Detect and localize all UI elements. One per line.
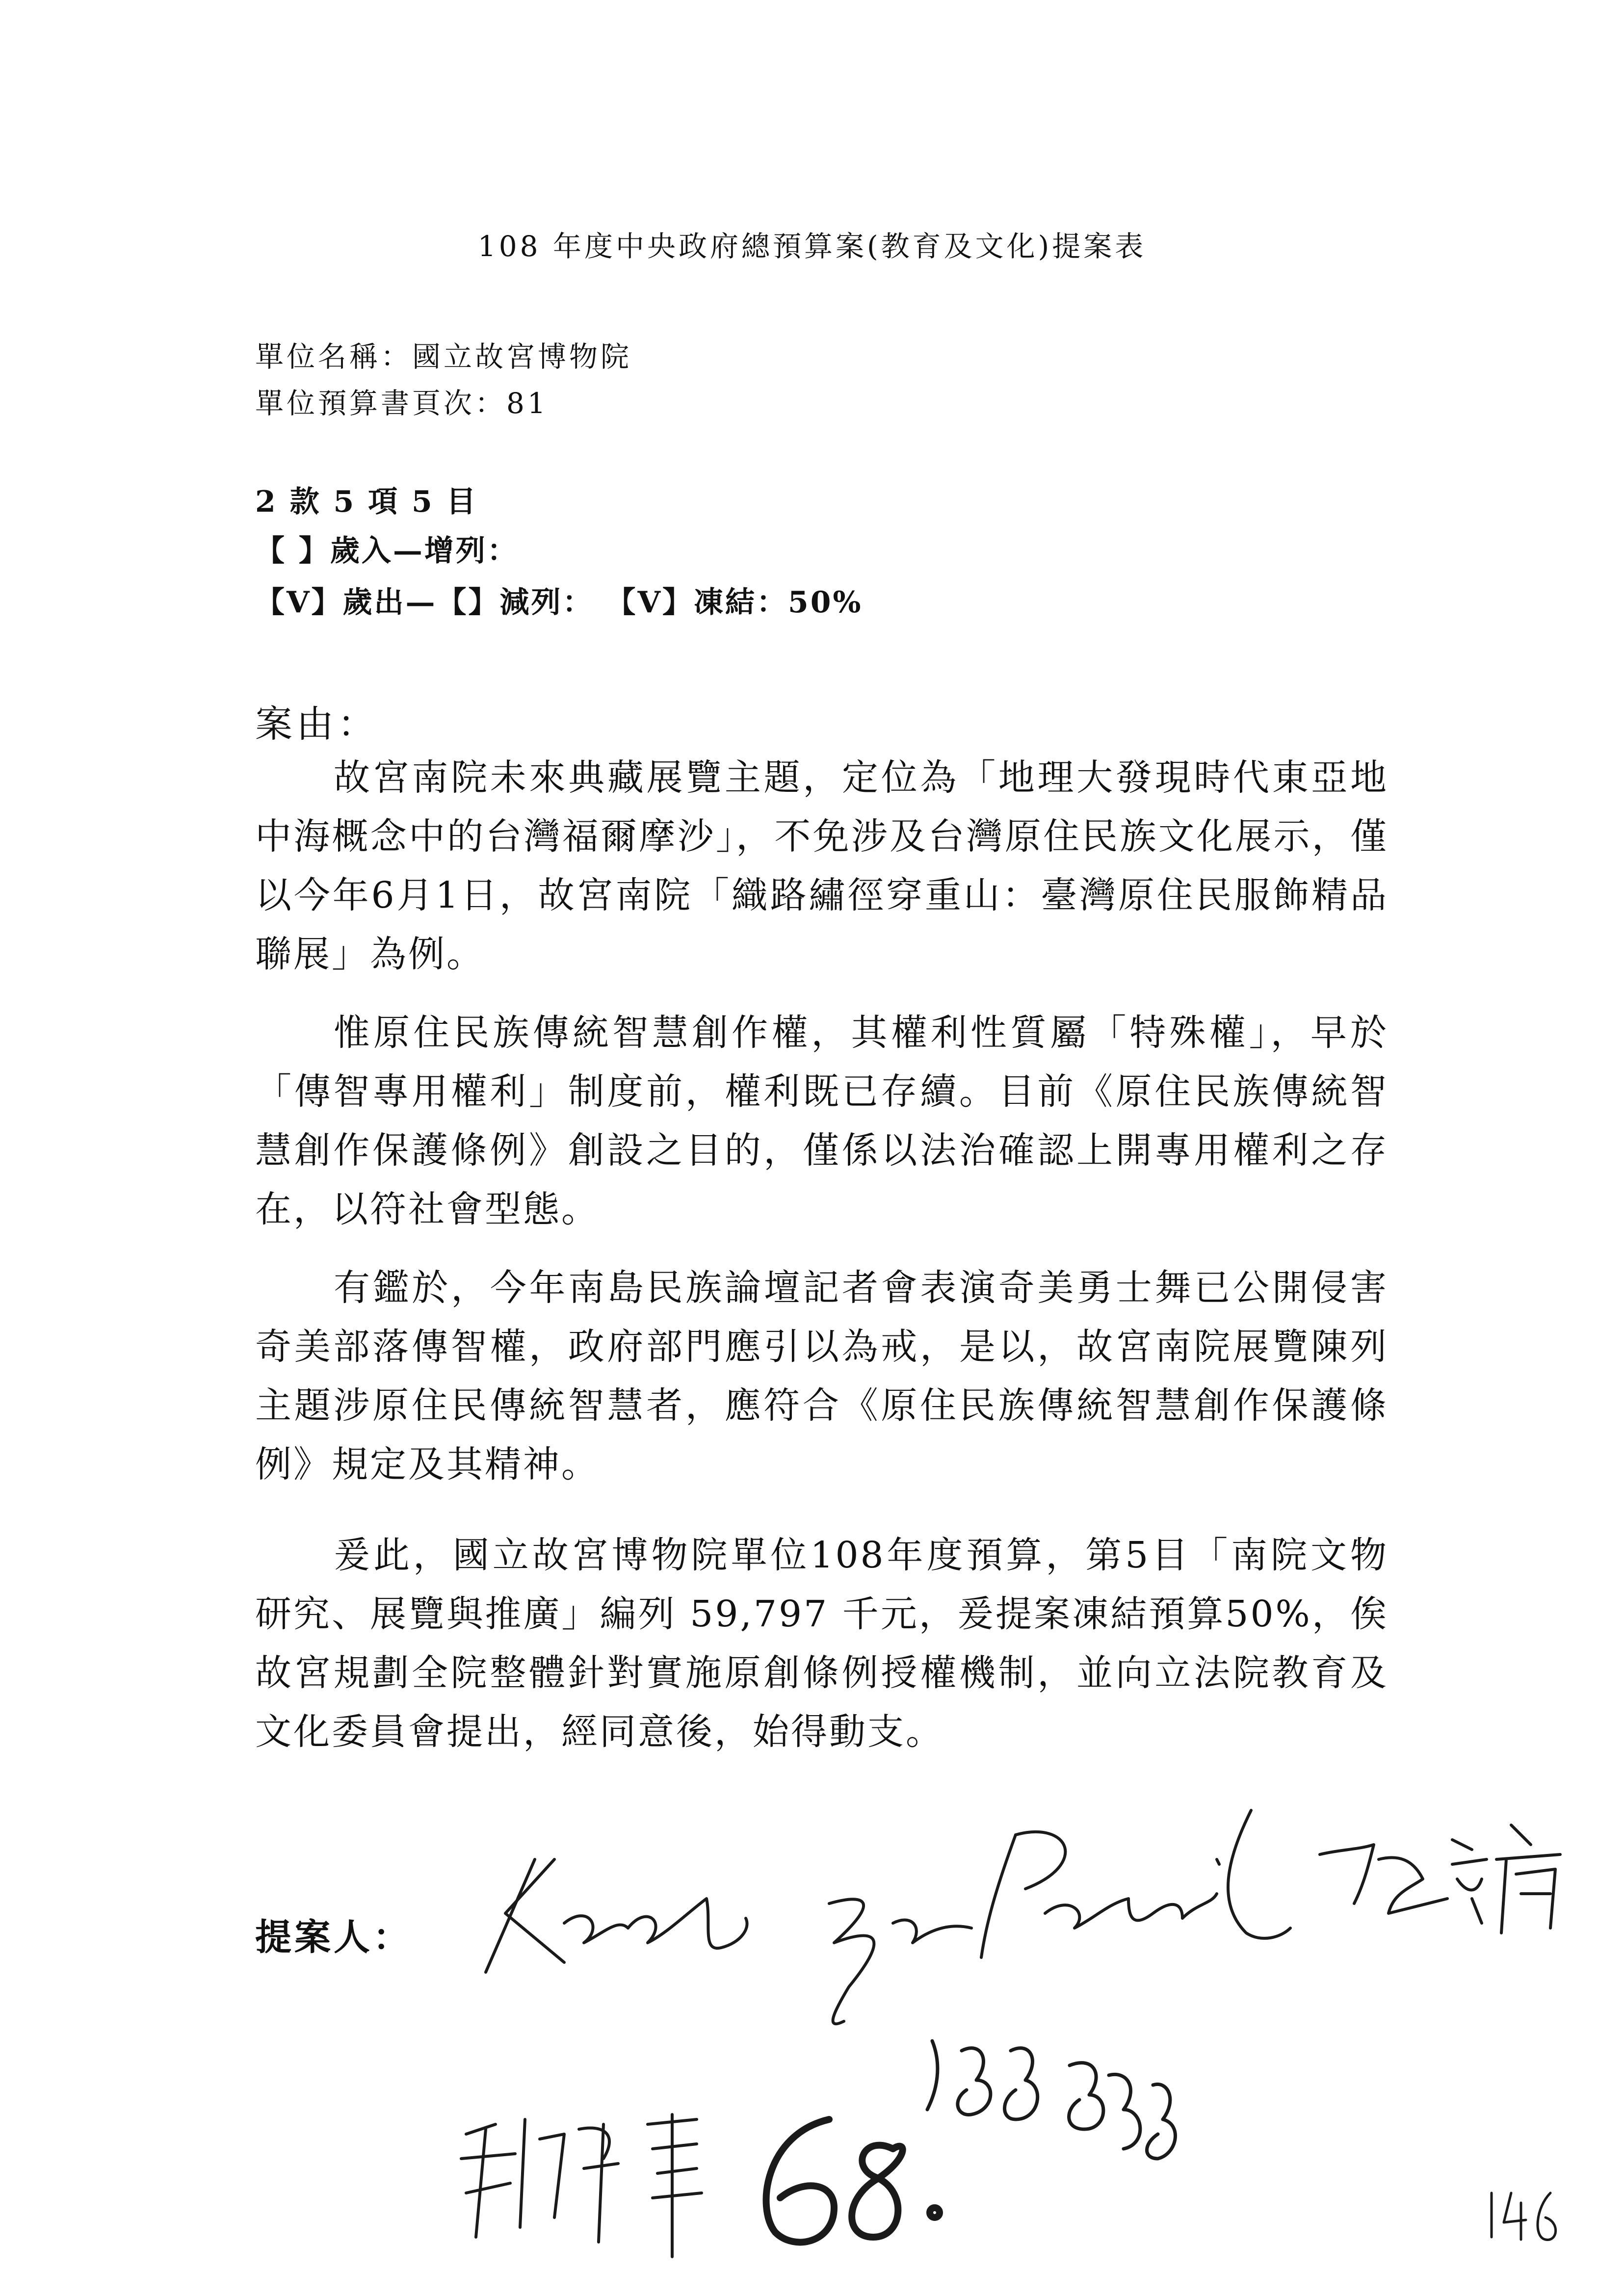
signature-iyu [829, 1899, 971, 2024]
unit-name: 單位名稱：國立故宮博物院 [255, 340, 632, 373]
expenditure-freeze-line: 【V】歲出—【】減列： 【V】凍結：50% [255, 585, 863, 620]
signature-kaolo [486, 1859, 747, 1972]
signature-68 [766, 2119, 940, 2242]
budget-item-reference: 2 款 5 項 5 目 [255, 485, 478, 519]
budget-page-number: 單位預算書頁次：81 [255, 387, 549, 420]
signature-pauvl [981, 1810, 1290, 1957]
reason-paragraph-4: 爰此，國立故宮博物院單位108年度預算，第5目「南院文物研究、展覽與推廣」編列 59,797 千元，爰提案凍結預算50%，俟故宮規劃全院整體針對實施原創條例授權機制，並向立法院教育及文化委員會提出，經同意後，始得動支。 [255, 1534, 1388, 1753]
signature-scribble-right [927, 2041, 1175, 2159]
handwritten-page-number [1492, 2193, 1556, 2240]
proposer-label: 提案人： [255, 1916, 412, 1958]
reason-label: 案由： [255, 702, 379, 746]
reason-paragraph-1: 故宮南院未來典藏展覽主題，定位為「地理大發現時代東亞地中海概念中的台灣福爾摩沙」，不免涉及台灣原住民族文化展示，僅以今年6月1日，故宮南院「織路繡徑穿重山：臺灣原住民服飾精品聯展」為例。 [255, 757, 1388, 975]
reason-paragraph-2: 惟原住民族傳統智慧創作權，其權利性質屬「特殊權」，早於「傳智專用權利」制度前，權利既已存續。目前《原住民族傳統智慧創作保護條例》創設之目的，僅係以法治確認上開專用權利之存在，以符社會型態。 [255, 1012, 1388, 1230]
reason-paragraph-3: 有鑑於，今年南島民族論壇記者會表演奇美勇士舞已公開侵害奇美部落傳智權，政府部門應引以為戒，是以，故宮南院展覽陳列主題涉原住民傳統智慧者，應符合《原住民族傳統智慧創作保護條例》規定及其精神。 [255, 1267, 1388, 1486]
signature-chinese-right [1320, 1825, 1560, 1933]
signature-chinese-bottom-left [461, 2114, 702, 2257]
revenue-line: 【 】歲入—增列： [255, 534, 519, 568]
document-title: 108 年度中央政府總預算案(教育及文化)提案表 [477, 230, 1147, 263]
